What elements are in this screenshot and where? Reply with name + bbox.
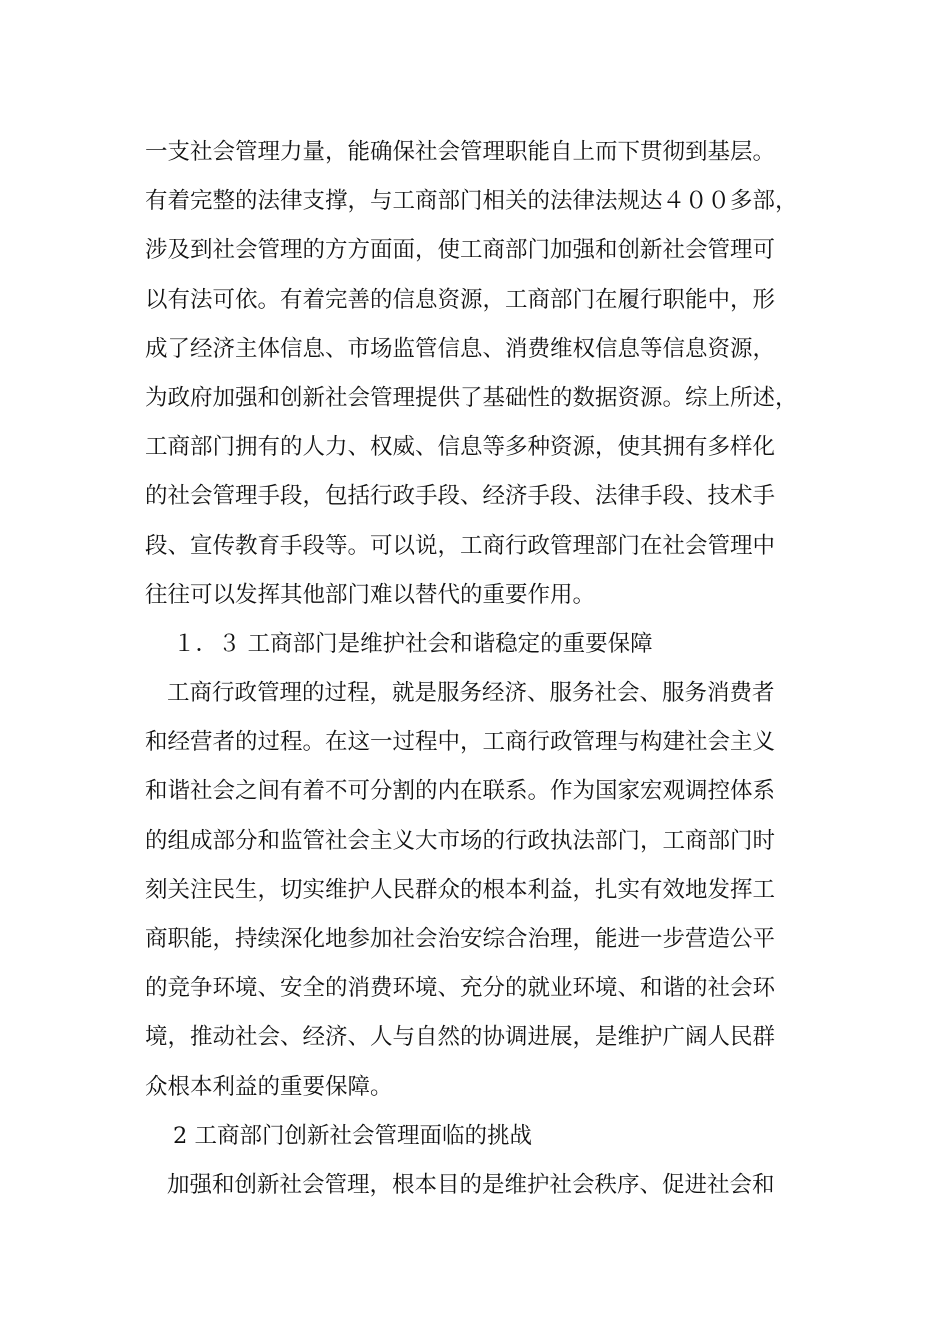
paragraph-line: 工商部门拥有的人力、权威、信息等多种资源，使其拥有多样化 <box>145 434 776 461</box>
paragraph-line: 涉及到社会管理的方方面面，使工商部门加强和创新社会管理可 <box>145 237 776 264</box>
paragraph-line: 以有法可依。有着完善的信息资源，工商部门在履行职能中，形 <box>145 286 776 313</box>
paragraph-line: 境，推动社会、经济、人与自然的协调进展，是维护广阔人民群 <box>145 1024 776 1051</box>
paragraph-line: 的竞争环境、安全的消费环境、充分的就业环境、和谐的社会环 <box>145 975 776 1002</box>
document-body <box>145 128 798 1210</box>
paragraph-line: 加强和创新社会管理，根本目的是维护社会秩序、促进社会和 <box>167 1171 775 1198</box>
paragraph-line: 和经营者的过程。在这一过程中，工商行政管理与构建社会主义 <box>145 729 776 756</box>
paragraph-line: 商职能，持续深化地参加社会治安综合治理，能进一步营造公平 <box>145 926 776 952</box>
paragraph-line: 和谐社会之间有着不可分割的内在联系。作为国家宏观调控体系 <box>145 778 776 805</box>
paragraph-line: 段、宣传教育手段等。可以说，工商行政管理部门在社会管理中 <box>145 532 776 559</box>
paragraph-line: 有着完整的法律支撑，与工商部门相关的法律法规达４００多部， <box>145 188 798 215</box>
paragraph-line: 往往可以发挥其他部门难以替代的重要作用。 <box>145 581 596 608</box>
paragraph-line: 一支社会管理力量，能确保社会管理职能自上而下贯彻到基层。 <box>145 139 776 165</box>
paragraph-line: 刻关注民生，切实维护人民群众的根本利益，扎实有效地发挥工 <box>145 876 776 903</box>
paragraph-line: 的组成部分和监管社会主义大市场的行政执法部门，工商部门时 <box>145 827 776 854</box>
paragraph-line: 的社会管理手段，包括行政手段、经济手段、法律手段、技术手 <box>145 483 776 510</box>
paragraph-line: 为政府加强和创新社会管理提供了基础性的数据资源。综上所述， <box>145 384 798 411</box>
paragraph-line: 众根本利益的重要保障。 <box>145 1073 393 1100</box>
paragraph-line: 成了经济主体信息、市场监管信息、消费维权信息等信息资源， <box>145 335 776 362</box>
section-heading-2: 2 工商部门创新社会管理面临的挑战 <box>173 1122 532 1149</box>
paragraph-line: 工商行政管理的过程，就是服务经济、服务社会、服务消费者 <box>167 680 775 707</box>
section-heading-1-3: １．３ 工商部门是维护社会和谐稳定的重要保障 <box>173 630 653 657</box>
